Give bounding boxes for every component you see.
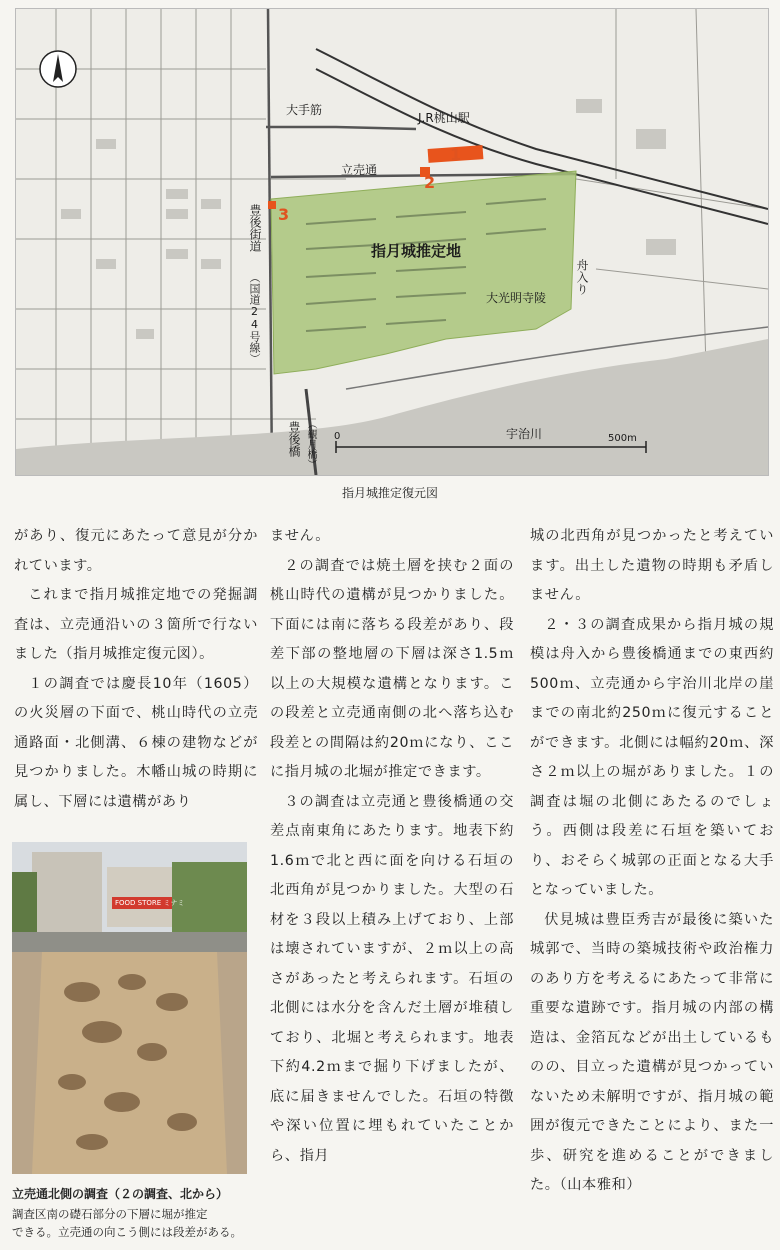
photo-caption-line2: できる。立売通の向こう側には段差がある。 — [12, 1225, 242, 1239]
photo-caption-line1: 調査区南の礎石部分の下層に堀が推定 — [12, 1207, 208, 1221]
store-sign: FOOD STORE ミナミ — [115, 899, 185, 907]
article-column-1 — [14, 522, 258, 838]
map-label-uji-river: 宇治川 — [506, 427, 543, 441]
map-label-kangetsu-bridge: （観月橋） — [305, 419, 316, 469]
map-label-bungo-kaido: 豊後街道 — [248, 204, 262, 252]
reconstruction-map — [15, 8, 769, 476]
photo-caption-title: 立売通北側の調査（２の調査、北から） — [12, 1187, 229, 1201]
paragraph: ません。 — [270, 528, 331, 544]
map-label-funairi: 舟入り — [575, 259, 589, 295]
paragraph: ３の調査は立売通と豊後橋通の交差点南東角にあたります。地表下約1.6ｍで北と西に面を向ける石垣の北西角が見つかりました。大型の石材を３段以上積み上げており、上部は壊されていますが、２ｍ以上の高さがあったと考えられます。石垣の北側には水分を含んだ土層が堆積しており、北堀と考えられます。地表下約4.2ｍまで掘り下げましたが、底に届きませんでした。石垣の特徴や深い位置に埋もれていたことから、指月 — [270, 793, 514, 1164]
paragraph: ２の調査では焼土層を挟む２面の桃山時代の遺構が見つかりました。下面には南に落ちる段差があり、段差下部の整地層の下層は深さ1.5ｍ以上の大規模な遺構となります。この段差と立売通南側の北へ落ち込む段差との間隔は約20ｍになり、ここに指月城の北堀が推定できます。 — [270, 557, 514, 780]
site-marker-3: 3 — [278, 205, 290, 224]
paragraph: １の調査では慶長10年（1605）の火災層の下面で、桃山時代の立売通路面・北側溝、６棟の建物などが見つかりました。木幡山城の時期に属し、下層には遺構があり — [14, 675, 258, 810]
site-marker-1: 1 — [450, 145, 462, 164]
article-column-2 — [270, 522, 514, 1234]
paragraph: 伏見城は豊臣秀吉が最後に築いた城郭で、当時の築城技術や政治権力のあり方を考えるにあたって非常に重要な遺跡です。指月城の内部の構造は、金箔瓦などが出土しているものの、目立った遺構が見つかっていないため未解明ですが、指月城の範囲が復元できたことにより、また一歩、研究を進めることができました。（山本雅和） — [530, 911, 774, 1193]
paragraph: ２・３の調査成果から指月城の規模は舟入から豊後橋通までの東西約500ｍ、立売通から宇治川北岸の崖までの南北約250ｍに復元することができます。北側には幅約20ｍ、深さ２ｍ以上の堀がありました。１の調査は堀の北側にあたるのでしょう。西側は段差に石垣を築いており、おそらく城郭の正面となる大手となっていました。 — [530, 616, 774, 898]
paragraph: 城の北西角が見つかったと考えています。出土した遺物の時期も矛盾しません。 — [530, 528, 774, 603]
map-label-jr-station: J.R桃山駅 — [418, 111, 470, 125]
site-marker-2: 2 — [424, 173, 436, 192]
paragraph: があり、復元にあたって意見が分かれています。 — [14, 528, 258, 574]
scale-label-zero: 0 — [334, 431, 341, 442]
scale-label-500: 500m — [608, 433, 637, 444]
excavation-photo — [12, 842, 247, 1174]
map-label-taiko-mausoleum: 大光明寺陵 — [486, 291, 547, 305]
map-label-bungo-bridge: 豊後橋 — [287, 421, 301, 457]
map-label-tateuri: 立売通 — [341, 163, 378, 177]
map-label-site: 指月城推定地 — [371, 242, 462, 260]
map-label-route24: （国道24号線） — [248, 272, 261, 364]
map-label-ote-suji: 大手筋 — [286, 103, 323, 117]
paragraph: これまで指月城推定地での発掘調査は、立売通沿いの３箇所で行ないました（指月城推定復元図）。 — [14, 587, 258, 662]
map-caption: 指月城推定復元図 — [341, 486, 438, 500]
article-column-3 — [530, 522, 774, 1234]
